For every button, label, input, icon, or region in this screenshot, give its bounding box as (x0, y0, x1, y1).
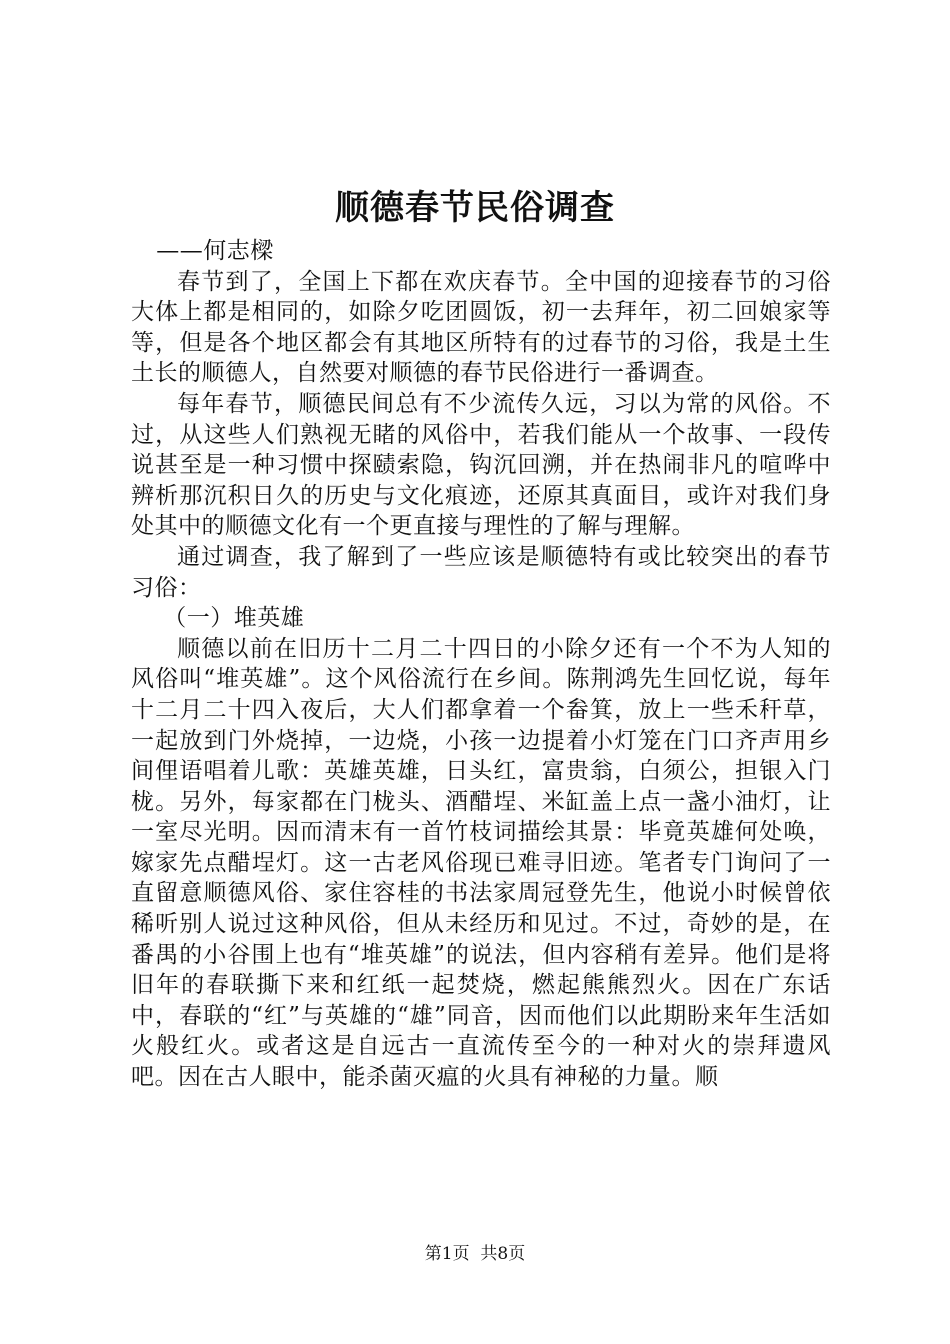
paragraph-customs: 每年春节，顺德民间总有不少流传久远，习以为常的风俗。不过，从这些人们熟视无睹的风俗中，若我们能从一个故事、一段传说甚至是一种习惯中探赜索隐，钩沉回溯，并在热闹非凡的喧哗中辨析那沉积日久的历史与文化痕迹，还原其真面目，或许对我们身处其中的顺德文化有一个更直接与理性的了解与理解。 (131, 390, 831, 540)
paragraph-section-one: 顺德以前在旧历十二月二十四日的小除夕还有一个不为人知的风俗叫“堆英雄”。这个风俗流行在乡间。陈荆鸿先生回忆说，每年十二月二十四入夜后，大人们都拿着一个畚箕，放上一些禾秆草，一起放到门外烧掉，一边烧，小孩一边提着小灯笼在门口齐声用乡间俚语唱着儿歌：英雄英雄，日头红，富贵翁，白须公，担银入门栊。另外，每家都在门栊头、酒醋埕、米缸盖上点一盏小油灯，让一室尽光明。因而清末有一首竹枝词描绘其景：毕竟英雄何处唤，嫁家先点醋埕灯。这一古老风俗现已难寻旧迹。笔者专门询问了一直留意顺德风俗、家住容桂的书法家周冠登先生，他说小时候曾依稀听别人说过这种风俗，但从未经历和见过。不过，奇妙的是，在番禺的小谷围上也有“堆英雄”的说法，但内容稍有差异。他们是将旧年的春联撕下来和红纸一起焚烧，燃起熊熊烈火。因在广东话中，春联的“红”与英雄的“雄”同音，因而他们以此期盼来年生活如火般红火。或者这是自远古一直流传至今的一种对火的崇拜遗风吧。因在古人眼中，能杀菌灭瘟的火具有神秘的力量。顺 (131, 635, 831, 1091)
section-heading: （一）堆英雄 (163, 605, 305, 632)
page-footer (0, 1243, 950, 1265)
document-title: 顺德春节民俗调查 (335, 188, 615, 228)
page-total: 共8页 (480, 1244, 526, 1264)
author-line: ——何志樑 (156, 238, 274, 264)
paragraph-survey: 通过调查，我了解到了一些应该是顺德特有或比较突出的春节习俗： (131, 543, 831, 601)
document-body (131, 236, 831, 1093)
page-number: 第1页 (424, 1244, 470, 1264)
paragraph-intro: 春节到了，全国上下都在欢庆春节。全中国的迎接春节的习俗大体上都是相同的，如除夕吃团圆饭，初一去拜年，初二回娘家等等，但是各个地区都会有其地区所特有的过春节的习俗，我是土生土长的顺德人，自然要对顺德的春节民俗进行一番调查。 (131, 268, 831, 387)
